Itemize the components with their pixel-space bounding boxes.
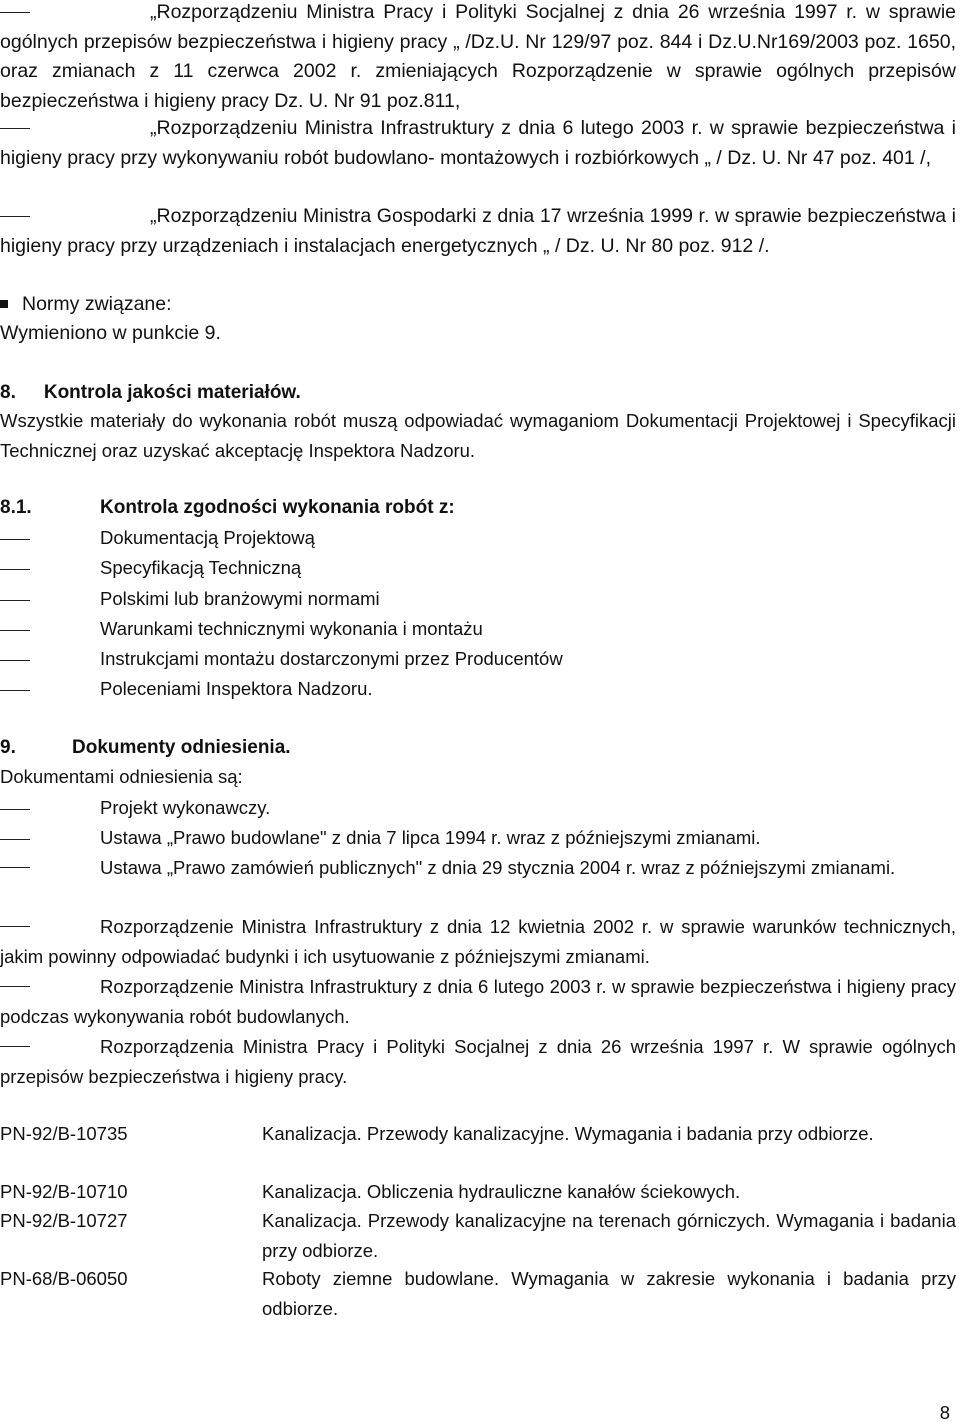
dash-bullet: [0, 600, 30, 601]
square-bullet-icon: [0, 300, 8, 308]
related-norms-label: Normy związane:: [22, 293, 172, 315]
norm-description: Kanalizacja. Przewody kanalizacyjne na terenach górniczych. Wymagania i badania przy odbiorze.: [262, 1210, 956, 1261]
legal-item-text: „Rozporządzeniu Ministra Infrastruktury z dnia 6 lutego 2003 r. w sprawie bezpieczeństwa i higieny pracy przy wykonywaniu robót budowlano- montażowych i rozbiórkowych „ / Dz. U. Nr 47 poz. 401 /,: [0, 117, 956, 169]
section-number: 8.: [0, 382, 16, 403]
reference-item: [0, 972, 956, 1031]
dash-bullet: [0, 216, 30, 217]
norm-code: PN-92/B-10735: [0, 1123, 128, 1144]
dash-bullet: [0, 867, 30, 868]
check-item-text: Specyfikacją Techniczną: [100, 557, 302, 578]
check-item-text: Warunkami technicznymi wykonania i montażu: [100, 618, 483, 639]
check-item-text: Instrukcjami montażu dostarczonymi przez Producentów: [100, 648, 563, 669]
check-list-item: [0, 584, 380, 614]
reference-text: Rozporządzenie Ministra Infrastruktury z dnia 6 lutego 2003 r. w sprawie bezpieczeństwa i higieny pracy podczas wykonywania robót budowlanych.: [0, 976, 956, 1027]
check-item-text: Dokumentacją Projektową: [100, 527, 315, 548]
check-list-item: [0, 644, 563, 674]
check-list-item: [0, 614, 483, 644]
legal-item-text: „Rozporządzeniu Ministra Pracy i Polityki Socjalnej z dnia 26 września 1997 r. w sprawie ogólnych przepisów bezpieczeństwa i higieny pracy „ /Dz.U. Nr 129/97 poz. 844 i Dz.U.Nr169/2003 poz. 1650, oraz zmianach z 11 czerwca 2002 r. zmieniających Rozporządzenie w sprawie ogólnych przepisów bezpieczeństwa i higieny pracy Dz. U. Nr 91 poz.811,: [0, 1, 956, 112]
dash-bullet: [0, 539, 30, 540]
section-title: Kontrola zgodności wykonania robót z:: [100, 497, 455, 518]
reference-text: Ustawa „Prawo zamówień publicznych" z dnia 29 stycznia 2004 r. wraz z późniejszymi zmianami.: [100, 857, 896, 878]
dash-bullet: [0, 839, 30, 840]
reference-text: Ustawa „Prawo budowlane" z dnia 7 lipca 1994 r. wraz z późniejszymi zmianami.: [100, 827, 761, 848]
section-9-intro: Dokumentami odniesienia są:: [0, 766, 243, 787]
dash-bullet: [0, 128, 30, 129]
dash-bullet: [0, 630, 30, 631]
dash-bullet: [0, 926, 30, 927]
norm-description: Kanalizacja. Przewody kanalizacyjne. Wymagania i badania przy odbiorze.: [262, 1123, 874, 1144]
reference-text: Projekt wykonawczy.: [100, 797, 271, 818]
legal-item: [0, 0, 956, 116]
dash-bullet: [0, 1046, 30, 1047]
reference-item: [0, 912, 956, 971]
reference-text: Rozporządzenia Ministra Pracy i Polityki Socjalnej z dnia 26 września 1997 r. W sprawie ogólnych przepisów bezpieczeństwa i higieny pracy.: [0, 1036, 956, 1087]
reference-item: [0, 853, 956, 883]
check-list-item: [0, 553, 301, 583]
dash-bullet: [0, 809, 30, 810]
dash-bullet: [0, 569, 30, 570]
section-9-heading: [0, 733, 291, 763]
check-item-text: Polskimi lub branżowymi normami: [100, 588, 380, 609]
norm-code: PN-92/B-10727: [0, 1210, 128, 1231]
dash-bullet: [0, 12, 30, 13]
section-number: 8.1.: [0, 497, 32, 518]
reference-item: [0, 793, 270, 823]
norm-code: PN-68/B-06050: [0, 1268, 128, 1289]
section-title: Dokumenty odniesienia.: [72, 737, 291, 758]
dash-bullet: [0, 986, 30, 987]
dash-bullet: [0, 660, 30, 661]
section-81-heading: [0, 493, 455, 523]
page-number: 8: [939, 1402, 950, 1423]
reference-item: [0, 1032, 956, 1091]
section-8-heading: [0, 378, 301, 408]
section-title: Kontrola jakości materiałów.: [43, 382, 301, 403]
norm-description: Roboty ziemne budowlane. Wymagania w zakresie wykonania i badania przy odbiorze.: [262, 1268, 956, 1319]
reference-item: [0, 823, 761, 853]
related-norms: [0, 290, 172, 320]
related-norms-text: Wymieniono w punkcie 9.: [0, 322, 221, 344]
section-8-body: Wszystkie materiały do wykonania robót muszą odpowiadać wymaganiom Dokumentacji Projektowej i Specyfikacji Technicznej oraz uzyskać akceptację Inspektora Nadzoru.: [0, 410, 956, 461]
section-number: 9.: [0, 737, 16, 758]
legal-item: [0, 202, 956, 261]
check-item-text: Poleceniami Inspektora Nadzoru.: [100, 678, 373, 699]
norm-description: Kanalizacja. Obliczenia hydrauliczne kanałów ściekowych.: [262, 1181, 741, 1202]
check-list-item: [0, 674, 373, 704]
check-list-item: [0, 523, 315, 553]
dash-bullet: [0, 690, 30, 691]
legal-item-text: „Rozporządzeniu Ministra Gospodarki z dnia 17 września 1999 r. w sprawie bezpieczeństwa i higieny pracy przy urządzeniach i instalacjach energetycznych „ / Dz. U. Nr 80 poz. 912 /.: [0, 205, 956, 257]
legal-item: [0, 114, 956, 173]
reference-text: Rozporządzenie Ministra Infrastruktury z dnia 12 kwietnia 2002 r. w sprawie warunków technicznych, jakim powinny odpowiadać budynki i ich usytuowanie z późniejszymi zmianami.: [0, 916, 956, 967]
norm-code: PN-92/B-10710: [0, 1181, 128, 1202]
